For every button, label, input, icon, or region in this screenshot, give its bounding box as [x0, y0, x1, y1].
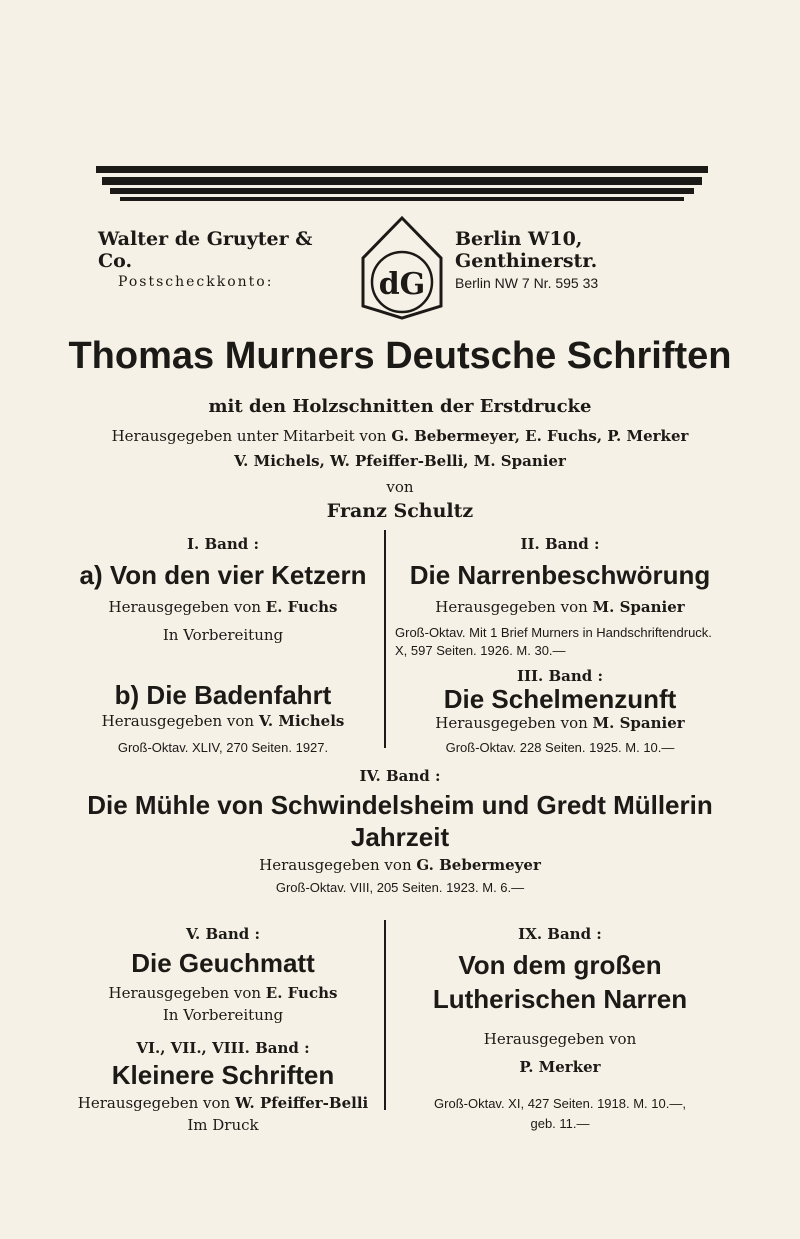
header-rule	[96, 166, 708, 208]
column-divider-bottom	[384, 920, 386, 1110]
band-3-label: III. Band :	[516, 667, 604, 685]
band-6-editor: Herausgegeben von W. Pfeiffer-Belli	[77, 1094, 369, 1112]
band-1b-editor: Herausgegeben von V. Michels	[101, 712, 345, 730]
band-1b-title: b) Die Badenfahrt	[114, 680, 332, 710]
band-9-meta-line2: geb. 11.—	[530, 1116, 590, 1131]
band-5-editor: Herausgegeben von E. Fuchs	[108, 984, 338, 1002]
band-2-label: II. Band :	[520, 535, 600, 553]
von-label: von	[386, 478, 414, 496]
band-1a-title: a) Von den vier Ketzern	[79, 560, 367, 590]
editors-intro: Herausgegeben unter Mitarbeit von	[111, 427, 387, 445]
publisher-name: Walter de Gruyter & Co.	[98, 228, 313, 272]
band-6-label: VI., VII., VIII. Band :	[136, 1039, 310, 1057]
band-5-status: In Vorbereitung	[162, 1006, 284, 1024]
band-4-title-line2: Jahrzeit	[350, 822, 450, 852]
band-9-label: IX. Band :	[518, 925, 602, 943]
band-5-title: Die Geuchmatt	[131, 948, 315, 978]
band-1b-meta: Groß-Oktav. XLIV, 270 Seiten. 1927.	[117, 740, 329, 755]
logo-lettering: dG	[378, 267, 426, 302]
band-4-title-line1: Die Mühle von Schwindelsheim und Gredt Müllerin	[87, 790, 713, 820]
band-4-editor: Herausgegeben von G. Bebermeyer	[259, 856, 541, 874]
band-4-label: IV. Band :	[359, 767, 441, 785]
column-divider-top	[384, 530, 386, 748]
account-number: Berlin NW 7 Nr. 595 33	[455, 275, 599, 291]
author-name: Franz Schultz	[326, 500, 474, 522]
editors-names-2: V. Michels, W. Pfeiffer-Belli, M. Spanier	[234, 452, 566, 470]
band-5-label: V. Band :	[185, 925, 260, 943]
publisher-address: Berlin W10, Genthinerstr.	[455, 228, 598, 272]
band-6-status: Im Druck	[187, 1116, 259, 1134]
band-1-label: I. Band :	[186, 535, 259, 553]
band-9-editor: P. Merker	[519, 1058, 601, 1076]
account-label: Postscheckkonto:	[118, 274, 274, 290]
band-9-meta-line1: Groß-Oktav. XI, 427 Seiten. 1918. M. 10.—,	[434, 1096, 686, 1111]
publisher-block	[98, 228, 348, 290]
band-4-meta: Groß-Oktav. VIII, 205 Seiten. 1923. M. 6.—	[275, 880, 525, 895]
band-9-title-line1: Von dem großen	[458, 950, 662, 980]
editors-line-1	[0, 427, 800, 445]
editors-names-1: G. Bebermeyer, E. Fuchs, P. Merker	[391, 427, 689, 445]
publisher-address-block	[455, 228, 715, 291]
band-1a-editor: Herausgegeben von E. Fuchs	[108, 598, 338, 616]
band-6-title: Kleinere Schriften	[111, 1060, 335, 1090]
band-2-editor: Herausgegeben von M. Spanier	[435, 598, 685, 616]
band-3-title: Die Schelmenzunft	[443, 684, 677, 714]
band-3-editor: Herausgegeben von M. Spanier	[435, 714, 685, 732]
band-1a-status: In Vorbereitung	[162, 626, 284, 644]
band-2-meta: Groß-Oktav. Mit 1 Brief Murners in Handschriftendruck. X, 597 Seiten. 1926. M. 30.—	[395, 625, 712, 658]
band-9-editor-prefix: Herausgegeben von	[483, 1030, 637, 1048]
band-3-meta: Groß-Oktav. 228 Seiten. 1925. M. 10.—	[445, 740, 675, 755]
band-2-title: Die Narrenbeschwörung	[409, 560, 711, 590]
book-title: Thomas Murners Deutsche Schriften	[68, 335, 732, 377]
book-subtitle: mit den Holzschnitten der Erstdrucke	[208, 396, 592, 417]
band-9-title-line2: Lutherischen Narren	[432, 984, 688, 1014]
publisher-logo	[355, 214, 450, 322]
